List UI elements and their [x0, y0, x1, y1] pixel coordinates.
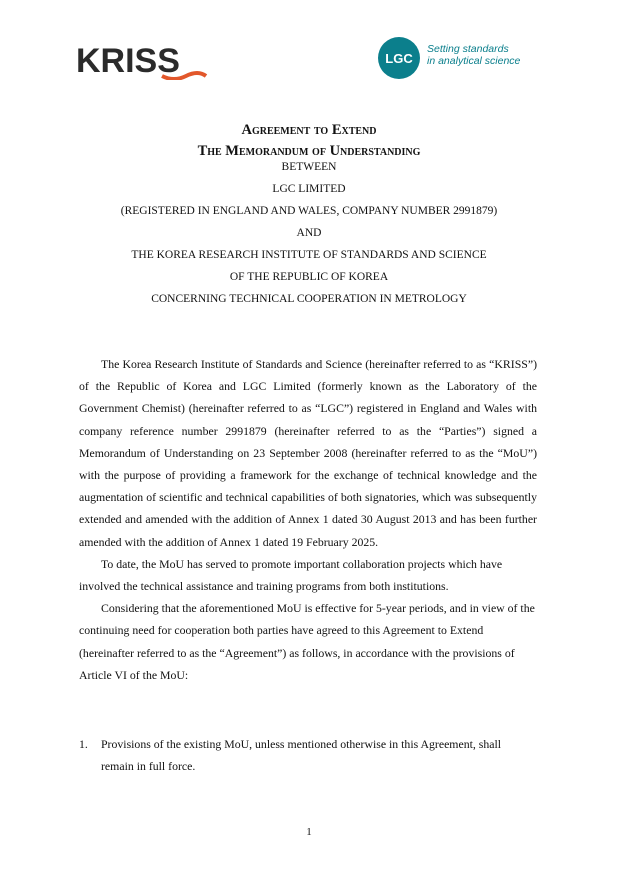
parties-and: AND	[296, 227, 322, 239]
parties-kriss: THE KOREA RESEARCH INSTITUTE OF STANDARDS AND SCIENCE	[131, 249, 487, 261]
lgc-logo	[378, 37, 538, 79]
parties-subject: CONCERNING TECHNICAL COOPERATION IN METROLOGY	[151, 293, 467, 305]
lgc-tagline-1: Setting standards	[427, 43, 509, 55]
parties-lgc: LGC LIMITED	[272, 183, 346, 195]
paragraph-preamble: The Korea Research Institute of Standards and Science (hereinafter referred to as “KRISS”) of the Republic of Korea and LGC Limited (formerly known as the Laboratory of the Government Chemist) (hereinafter referred to as “LGC”) registered in England and Wales with company reference number 2991879 (hereinafter referred to as the “Parties”) signed a Memorandum of Understanding on 23 September 2008 (hereinafter referred to as the “MoU”) with the purpose of providing a framework for the exchange of technical knowledge and the augmentation of scientific and technical capabilities of both signatories, which was subsequently extended and amended with the addition of Annex 1 dated 30 August 2013 and has been further amended with the addition of Annex 1 dated 19 February 2025.	[79, 357, 537, 549]
kriss-logo	[76, 40, 208, 80]
lgc-tagline-2: in analytical science	[427, 55, 521, 67]
document-body	[79, 353, 537, 686]
parties-lgc-registration: (REGISTERED IN ENGLAND AND WALES, COMPANY NUMBER 2991879)	[120, 205, 498, 217]
list-item-text: Provisions of the existing MoU, unless mentioned otherwise in this Agreement, shall remain in full force.	[101, 737, 502, 774]
kriss-logo-graphic	[76, 40, 208, 80]
list-item-number: 1.	[79, 737, 88, 751]
page-number: 1	[306, 826, 312, 838]
title-line-2: The Memorandum of Understanding	[197, 143, 421, 159]
lgc-tagline	[427, 43, 539, 67]
paragraph-to-date: To date, the MoU has served to promote important collaboration projects which have involved the technical assistance and training programs from both institutions.	[79, 556, 503, 594]
document-title-block	[0, 119, 618, 310]
kriss-logo-text: KRISS	[76, 42, 180, 80]
list-item	[79, 733, 529, 777]
lgc-mark: LGC	[378, 37, 420, 79]
title-line-1: Agreement to Extend	[241, 122, 377, 138]
parties-kriss-country: OF THE REPUBLIC OF KOREA	[229, 271, 389, 283]
paragraph-considering: Considering that the aforementioned MoU is effective for 5-year periods, and in view of the continuing need for cooperation both parties have agreed to this Agreement to Extend (hereinafter referred to as the “Agreement”) as follows, in accordance with the provisions of Article VI of the MoU:	[79, 601, 535, 682]
parties-between: BETWEEN	[281, 161, 337, 173]
